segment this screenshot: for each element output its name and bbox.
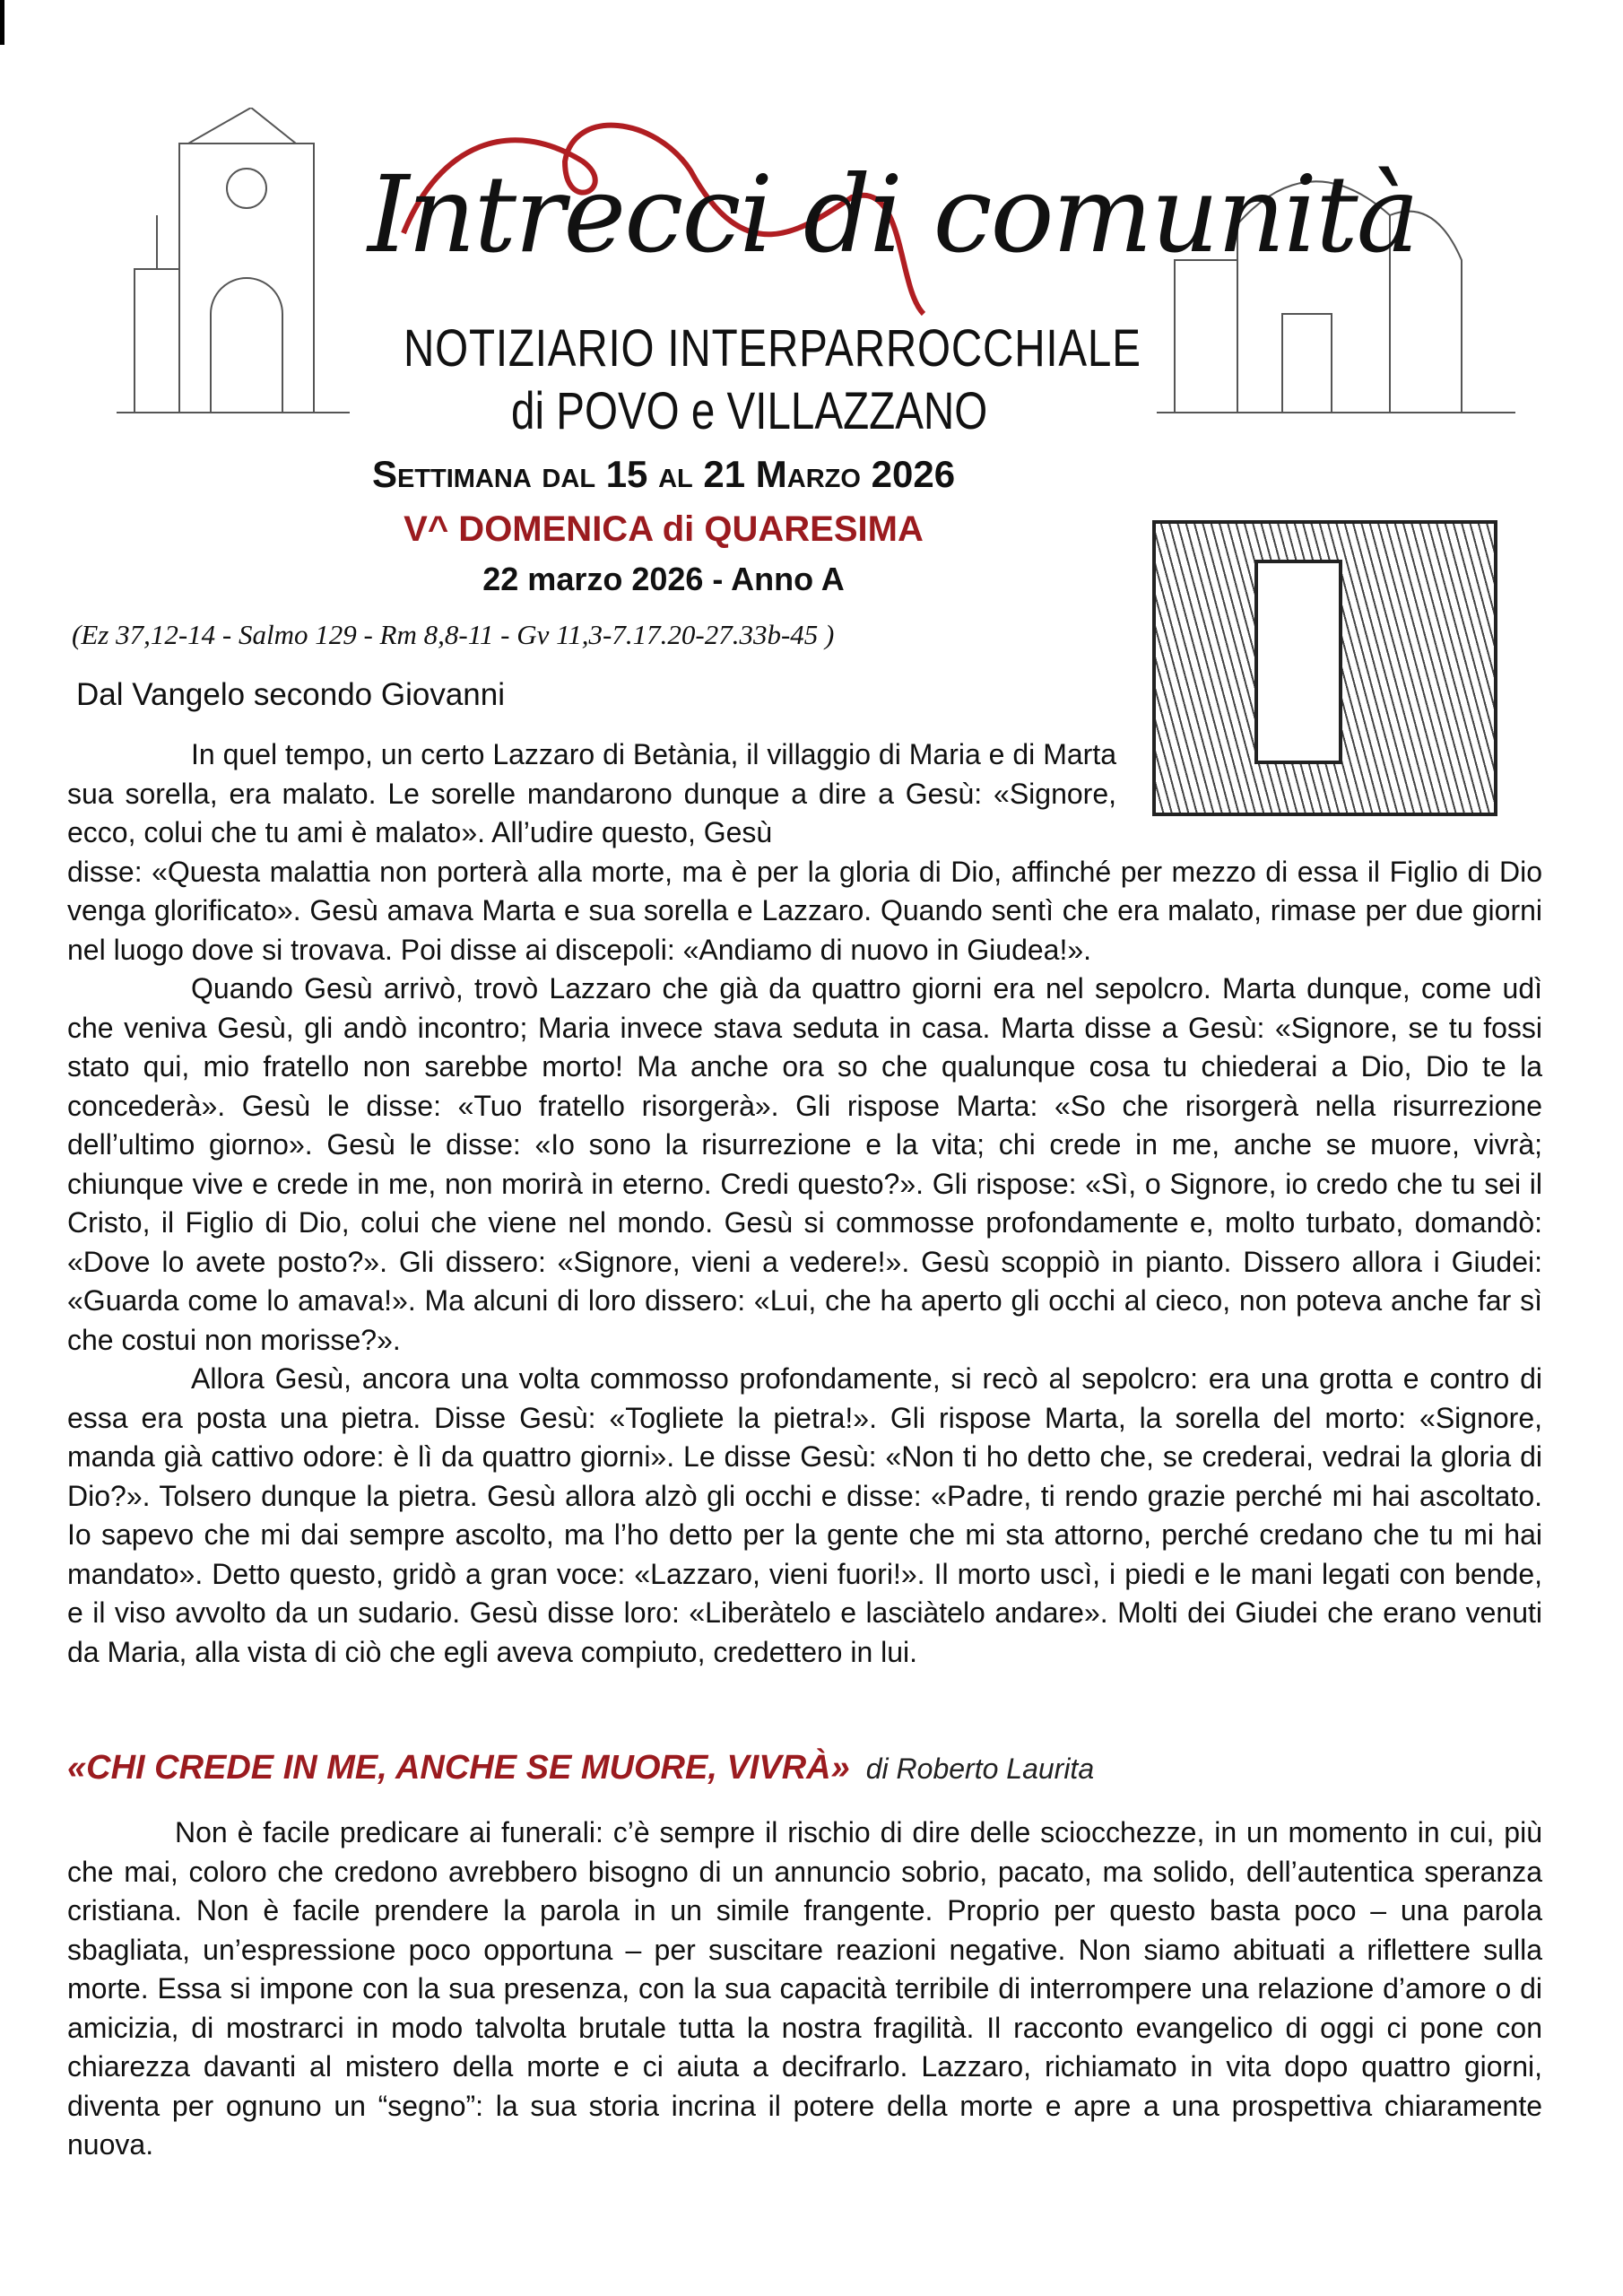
gospel-paragraph: Quando Gesù arrivò, trovò Lazzaro che già da quattro giorni era nel sepolcro. Marta dunque, come udì che veniva Gesù, gli andò incontro; Maria invece stava seduta in casa. Marta disse a Gesù: «Signore, se tu fossi stato qui, mio fratello non sarebbe morto! Ma anche ora so che qualunque cosa tu chiederai a Dio, Dio te la concederà». Gesù le disse: «Tuo fratello risorgerà». Gli rispose Marta: «So che risorgerà nella risurrezione dell’ultimo giorno». Gesù le disse: «Io sono la risurrezione e la vita; chi crede in me, anche se muore, vivrà; chiunque vive e crede in me, non morirà in eterno. Credi questo?». Gli rispose: «Sì, o Signore, io credo che tu sei il Cristo, il Figlio di Dio, colui che viene nel mondo. Gesù si commosse profondamente e, molto turbato, domandò: «Dove lo avete posto?». Gli dissero: «Signore, vieni a vedere!». Gesù scoppiò in pianto. Dissero allora i Giudei: «Guarda come lo amava!». Ma alcuni di loro dissero: «Lui, che ha aperto gli occhi al cieco, non poteva anche far sì che costui non morisse?». xyxy=(67,972,1542,1356)
scan-edge-mark xyxy=(0,0,4,45)
gospel-paragraph: disse: «Questa malattia non porterà alla morte, ma è per la gloria di Dio, affinché per mezzo di essa il Figlio di Dio venga glorificato». Gesù amava Marta e sua sorella e Lazzaro. Quando sentì che era malato, rimase per due giorni nel luogo dove si trovava. Poi disse ai discepoli: «Andiamo di nuovo in Giudea!». xyxy=(67,855,1542,966)
sunday-date: 22 marzo 2026 - Anno A xyxy=(482,561,845,597)
newsletter-subtitle: NOTIZIARIO INTERPARROCCHIALE xyxy=(404,319,1141,378)
gospel-paragraph: Allora Gesù, ancora una volta commosso profondamente, si recò al sepolcro: era una grotta e contro di essa era posta una pietra. Disse Gesù: «Togliete la pietra!». Gli rispose Marta, la sorella del morto: «Signore, manda già cattivo odore: è lì da quattro giorni». Le disse Gesù: «Non ti ho detto che, se crederai, vedrai la gloria di Dio?». Tolsero dunque la pietra. Gesù allora alzò gli occhi e disse: «Padre, ti rendo grazie perché mi hai ascoltato. Io sapevo che mi dai sempre ascolto, ma l’ho detto per la gente che mi sta attorno, perché credano che tu mi hai mandato». Detto questo, gridò a gran voce: «Lazzaro, vieni fuori!». Il morto uscì, i piedi e le mani legati con bende, e il viso avvolto da un sudario. Gesù disse loro: «Liberàtelo e lasciàtelo andare». Molti dei Giudei che erano venuti da Maria, alla vista di ciò che egli aveva compiuto, credettero in lui. xyxy=(67,1362,1542,1668)
scripture-readings: (Ez 37,12-14 - Salmo 129 - Rm 8,8-11 - Gv 11,3-7.17.20-27.33b-45 ) xyxy=(72,619,835,650)
gospel-source: Dal Vangelo secondo Giovanni xyxy=(76,677,506,712)
tomb-door-drawing xyxy=(1254,560,1342,764)
week-range: Settimana dal 15 al 21 Marzo 2026 xyxy=(371,453,956,495)
gospel-text xyxy=(67,735,1542,1672)
church-left-drawing xyxy=(117,108,350,413)
gospel-paragraph: In quel tempo, un certo Lazzaro di Betània, il villaggio di Maria e di Marta sua sorella, era malato. Le sorelle mandarono dunque a dire a Gesù: «Signore, ecco, colui che tu ami è malato». All’udire questo, Gesù xyxy=(67,738,1116,848)
newsletter-title: Intrecci di comunità xyxy=(368,152,1418,276)
commentary-heading xyxy=(67,1749,1094,1787)
commentary-author: di Roberto Laurita xyxy=(865,1752,1095,1785)
commentary-text xyxy=(67,1813,1542,2165)
liturgical-sunday: V^ DOMENICA di QUARESIMA xyxy=(404,509,924,549)
commentary-paragraph: Non è facile predicare ai funerali: c’è sempre il rischio di dire delle sciocchezze, in un momento in cui, più che mai, coloro che credono avrebbero bisogno di un annuncio sobrio, pacato, ma solido, dell’autentica speranza cristiana. Non è facile prendere la parola in un simile frangente. Proprio per questo basta poco – una parola sbagliata, un’espressione poco opportuna – per suscitare reazioni negative. Non siamo abituati a riflettere sulla morte. Essa si impone con la sua presenza, con la sua capacità terribile di interrompere una relazione d’amore o di amicizia, di mostrarci in modo talvolta brutale tutta la nostra fragilità. Il racconto evangelico di oggi ci pone con chiarezza davanti al mistero della morte e ci aiuta a decifrarlo. Lazzaro, richiamato in vita dopo quattro giorni, diventa per ognuno un “segno”: la sua storia incrina il potere della morte e apre a una prospettiva chiaramente nuova. xyxy=(67,1816,1542,2161)
commentary-title: «CHI CREDE IN ME, ANCHE SE MUORE, VIVRÀ» xyxy=(67,1749,850,1787)
newsletter-parishes: di POVO e VILLAZZANO xyxy=(511,382,988,440)
